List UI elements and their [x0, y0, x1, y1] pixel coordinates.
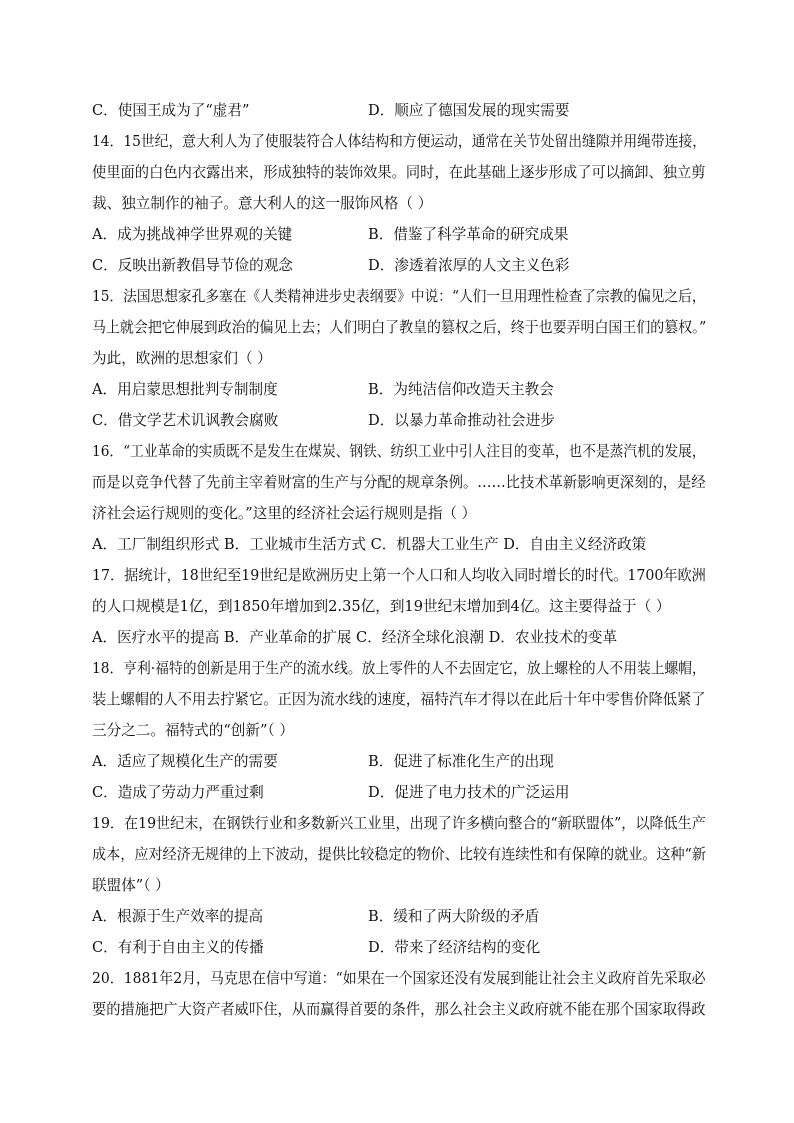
q19-stem-line-3: 联盟体”（ ） — [92, 877, 170, 894]
q18-option-c[interactable]: C．造成了劳动力严重过剩 — [92, 784, 264, 801]
q16-stem-line-1: 16．“工业革命的实质既不是发生在煤炭、钢铁、纺织工业中引人注目的变革，也不是蒸汽机的发展， — [92, 443, 706, 460]
q18-stem-line-2: 装上螺帽的人不用去拧紧它。正因为流水线的速度，福特汽车才得以在此后十年中零售价降低紧了 — [92, 691, 706, 708]
q16-stem-line-2: 而是以竞争代替了先前主宰着财富的生产与分配的规章条例。……比技术革新影响更深刻的，是经 — [92, 474, 706, 491]
q17-stem-line-2: 的人口规模是1亿，到1850年增加到2.35亿，到19世纪末增加到4亿。这主要得益于（ ） — [92, 598, 671, 615]
q14-option-b[interactable]: B．借鉴了科学革命的研究成果 — [368, 226, 569, 243]
q18-stem-line-1: 18．亨利·福特的创新是用于生产的流水线。放上零件的人不去固定它，放上螺栓的人不用装上螺帽， — [92, 660, 706, 677]
q19-option-b[interactable]: B．缓和了两大阶级的矛盾 — [368, 908, 540, 925]
q19-option-d[interactable]: D．带来了经济结构的变化 — [368, 939, 541, 956]
q14-stem-line-3: 裁、独立制作的袖子。意大利人的这一服饰风格（ ） — [92, 195, 433, 212]
q15-option-a[interactable]: A．用启蒙思想批判专制制度 — [92, 381, 278, 398]
q14-option-d[interactable]: D．渗透着浓厚的人文主义色彩 — [368, 257, 570, 274]
q19-option-a[interactable]: A．根源于生产效率的提高 — [92, 908, 264, 925]
q14-stem-line-1: 14．15世纪，意大利人为了使服装符合人体结构和方便运动，通常在关节处留出缝隙并用绳带连接， — [92, 133, 707, 150]
q15-stem-line-1: 15．法国思想家孔多塞在《人类精神进步史表纲要》中说：“人们一旦用理性检查了宗教的偏见之后， — [92, 288, 706, 305]
q18-stem-line-3: 三分之二。福特式的“创新”（ ） — [92, 722, 294, 739]
q16-stem-line-3: 济社会运行规则的变化。”这里的经济社会运行规则是指（ ） — [92, 505, 477, 522]
q15-option-c[interactable]: C．借文学艺术讥讽教会腐败 — [92, 412, 279, 429]
q19-option-c[interactable]: C．有利于自由主义的传播 — [92, 939, 264, 956]
q18-option-b[interactable]: B．促进了标准化生产的出现 — [368, 753, 554, 770]
q13-option-d[interactable]: D．顺应了德国发展的现实需要 — [368, 102, 570, 119]
q20-stem-line-2: 要的措施把广大资产者威吓住，从而赢得首要的条件，那么社会主义政府就不能在那个国家取得政 — [92, 1001, 706, 1018]
q14-option-a[interactable]: A．成为挑战神学世界观的关键 — [92, 226, 293, 243]
q15-option-b[interactable]: B．为纯洁信仰改造天主教会 — [368, 381, 554, 398]
q18-option-d[interactable]: D．促进了电力技术的广泛运用 — [368, 784, 570, 801]
q15-stem-line-3: 为此，欧洲的思想家们（ ） — [92, 350, 272, 367]
q17-options[interactable]: A．医疗水平的提高 B．产业革命的扩展 C．经济全球化浪潮 D．农业技术的变革 — [92, 629, 618, 646]
q19-stem-line-2: 成本，应对经济无规律的上下波动，提供比较稳定的物价、比较有连续性和有保障的就业。这种“新 — [92, 846, 706, 863]
q20-stem-line-1: 20．1881年2月，马克思在信中写道：“如果在一个国家还没有发展到能让社会主义政府首先采取必 — [92, 970, 706, 987]
q17-stem-line-1: 17．据统计，18世纪至19世纪是欧洲历史上第一个人口和人均收入同时增长的时代。1700年欧洲 — [92, 567, 706, 584]
q15-option-d[interactable]: D．以暴力革命推动社会进步 — [368, 412, 555, 429]
q13-option-c[interactable]: C．使国王成为了“虚君” — [92, 102, 250, 119]
q14-option-c[interactable]: C．反映出新教倡导节俭的观念 — [92, 257, 293, 274]
q15-stem-line-2: 马上就会把它伸展到政治的偏见上去；人们明白了教皇的篡权之后，终于也要弄明白国王们的篡权。” — [92, 319, 707, 336]
q19-stem-line-1: 19．在19世纪末，在钢铁行业和多数新兴工业里，出现了许多横向整合的“新联盟体”，以降低生产 — [92, 815, 706, 832]
q14-stem-line-2: 使里面的白色内衣露出来，形成独特的装饰效果。同时，在此基础上逐步形成了可以摘卸、独立剪 — [92, 164, 706, 181]
q16-options[interactable]: A．工厂制组织形式 B．工业城市生活方式 C．机器大工业生产 D．自由主义经济政策 — [92, 536, 647, 553]
q18-option-a[interactable]: A．适应了规模化生产的需要 — [92, 753, 278, 770]
